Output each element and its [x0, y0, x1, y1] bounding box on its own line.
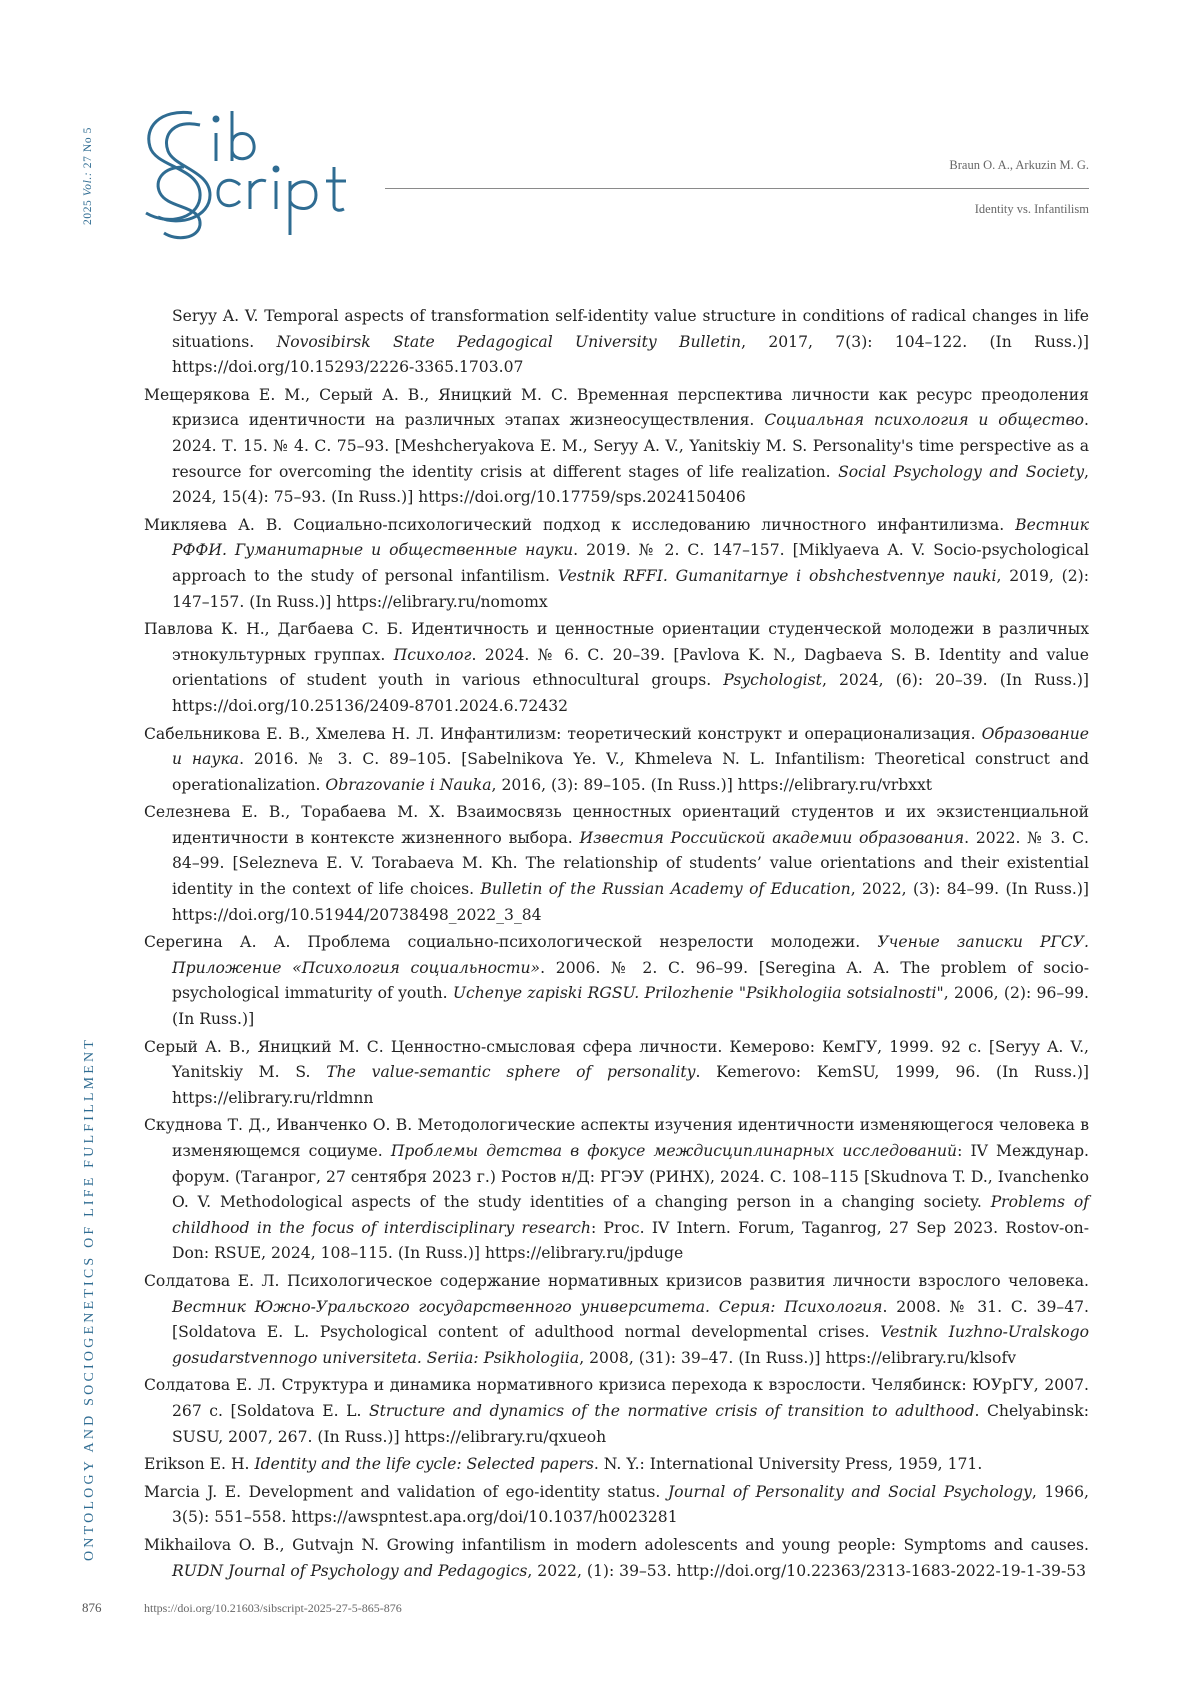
reference-text: . Chelyabinsk: SUSU, 2007, 267. (In Russ.)] https://elibrary.ru/qxueoh: [172, 1401, 1089, 1446]
reference-text: . 2024. № 6. С. 20–39. [Pavlova K. N., Dagbaeva S. B. Identity and value orientations of student youth in various ethnocultural groups.: [172, 645, 1089, 690]
reference-text: Селезнева Е. В., Торабаева М. Х. Взаимосвязь ценностных ориентаций студентов и их экзистенциальной идентичности в контексте жизненного выбора.: [144, 803, 1089, 847]
journal-vol-label: Vol.:: [82, 171, 94, 197]
reference-item: [144, 1113, 1089, 1267]
reference-source-title: Проблемы детства в фокусе междисциплинарных исследований: [390, 1142, 958, 1160]
reference-item: [144, 722, 1089, 799]
reference-item: [144, 1269, 1089, 1371]
reference-source-title: The value-semantic sphere of personality: [326, 1063, 696, 1082]
reference-text: . 2024. Т. 15. № 4. С. 75–93. [Meshcheryakova E. M., Seryy A. V., Yanitskiy M. S. Personality's time perspective as a resource for overcoming the identity crisis at different stages of life realization.: [172, 411, 1090, 481]
reference-item: [144, 1452, 1089, 1478]
reference-source-title: Structure and dynamics of the normative crisis of transition to adulthood: [368, 1401, 975, 1420]
reference-text: Erikson E. H.: [144, 1455, 255, 1474]
reference-text: Павлова К. Н., Дагбаева С. Б. Идентичность и ценностные ориентации студенческой молодежи в различных этнокультурных группах.: [144, 620, 1089, 664]
reference-source-title: Bulletin of the Russian Academy of Education: [480, 880, 851, 899]
header-authors: Braun O. A., Arkuzin M. G.: [949, 158, 1089, 172]
reference-source-title: Journal of Personality and Social Psychology: [667, 1482, 1032, 1501]
reference-source-title: Vestnik RFFI. Gumanitarnye i obshchestvennye nauki: [557, 566, 997, 585]
reference-item: [144, 304, 1089, 381]
reference-item: [144, 383, 1089, 511]
reference-text: Seryy A. V. Temporal aspects of transformation self-identity value structure in conditions of radical changes in life situations.: [172, 307, 1089, 351]
reference-text: Солдатова Е. Л. Структура и динамика нормативного кризиса перехода к взрослости. Челябинск: ЮУрГУ, 2007. 267 с. [Soldatova E. L.: [144, 1376, 1089, 1420]
reference-source-title: Известия Российской академии образования: [579, 828, 965, 847]
reference-list: [144, 304, 1089, 1586]
reference-text: , 2008, (31): 39–47. (In Russ.)] https://elibrary.ru/klsofv: [579, 1348, 1017, 1367]
reference-source-title: Social Psychology and Society: [838, 462, 1085, 481]
page-number: 876: [82, 1600, 102, 1615]
reference-source-title: Вестник Южно-Уральского государственного университета. Серия: Психология: [172, 1297, 883, 1316]
reference-source-title: Вестник РФФИ. Гуманитарные и общественные науки: [172, 515, 1089, 560]
reference-source-title: RUDN Journal of Psychology and Pedagogics: [172, 1561, 528, 1580]
reference-text: Мещерякова Е. М., Серый А. В., Яницкий М. С. Временная перспектива личности как ресурс преодоления кризиса идентичности на различных этапах жизнеосуществления.: [144, 385, 1089, 430]
reference-source-title: Identity and the life cycle: Selected papers: [254, 1455, 594, 1474]
reference-text: , 2019, (2): 147–157. (In Russ.)] https://elibrary.ru/nomomx: [172, 566, 1089, 611]
section-side-title: ONTOLOGY AND SOCIOGENETICS OF LIFE FULFILLMENT: [82, 1036, 97, 1561]
reference-text: . 2019. № 2. С. 147–157. [Miklyaeva A. V. Socio-psychological approach to the study of personal infantilism.: [172, 541, 1089, 585]
reference-text: Серегина А. А. Проблема социально-психологической незрелости молодежи.: [144, 933, 878, 952]
reference-source-title: Uchenye zapiski RGSU. Prilozhenie "Psikhologiia sotsialnosti": [452, 984, 944, 1003]
reference-item: [144, 1373, 1089, 1450]
reference-source-title: Образование и наука: [172, 724, 1089, 769]
reference-source-title: Социальная психология и общество: [764, 411, 1085, 430]
reference-text: Микляева А. В. Социально-психологический подход к исследованию личностного инфантилизма.: [144, 515, 1016, 534]
reference-item: [144, 930, 1089, 1032]
journal-year: 2025: [82, 196, 94, 225]
reference-source-title: Obrazovanie i Nauka: [325, 775, 492, 794]
reference-source-title: Novosibirsk State Pedagogical University Bulletin: [276, 332, 742, 351]
reference-source-title: Психолог: [393, 645, 472, 664]
reference-text: Сабельникова Е. В., Хмелева Н. Л. Инфантилизм: теоретический конструкт и операционализация.: [144, 724, 982, 743]
reference-text: . 2016. № 3. С. 89–105. [Sabelnikova Ye. V., Khmeleva N. L. Infantilism: Theoretical construct and operationalization.: [172, 750, 1090, 794]
reference-source-title: Ученые записки РГСУ. Приложение «Психология социальности»: [172, 933, 1090, 977]
reference-item: [144, 1035, 1089, 1112]
reference-text: , 2024, (6): 20–39. (In Russ.)] https://doi.org/10.25136/2409-8701.2024.6.72432: [172, 671, 1089, 715]
reference-text: : IV Междунар. форум. (Таганрог, 27 сентября 2023 г.) Ростов н/Д: РГЭУ (РИНХ), 2024. С. 108–115 [Skudnova T. D., Ivanchenko O. V. Methodological aspects of the study identities of a changing person in a changing society.: [172, 1142, 1090, 1212]
reference-text: Скуднова Т. Д., Иванченко О. В. Методологические аспекты изучения идентичности изменяющегося человека в изменяющемся социуме.: [144, 1116, 1089, 1160]
journal-issue: 27 No 5: [82, 126, 94, 172]
reference-text: , 2024, 15(4): 75–93. (In Russ.)] https://doi.org/10.17759/sps.2024150406: [172, 462, 1089, 507]
reference-text: : Proc. IV Intern. Forum, Taganrog, 27 Sep 2023. Rostov-on-Don: RSUE, 2024, 108–115. (In Russ.)] https://elibrary.ru/jpduge: [172, 1218, 1089, 1263]
reference-text: Mikhailova O. B., Gutvajn N. Growing infantilism in modern adolescents and young people: Symptoms and causes.: [144, 1535, 1089, 1554]
sibscript-logo-graphic: [140, 105, 370, 245]
reference-item: [144, 617, 1089, 719]
reference-text: , 2016, (3): 89–105. (In Russ.)] https://elibrary.ru/vrbxxt: [491, 775, 933, 794]
reference-text: . N. Y.: International University Press, 1959, 171.: [593, 1455, 983, 1474]
footer-doi: https://doi.org/10.21603/sibscript-2025-27-5-865-876: [144, 1601, 402, 1615]
header-running-title: Identity vs. Infantilism: [974, 202, 1089, 216]
reference-text: . 2006. № 2. С. 96–99. [Seregina A. A. The problem of socio-psychological immaturity of youth.: [172, 958, 1090, 1003]
reference-text: . 2022. № 3. С. 84–99. [Selezneva E. V. Torabaeva M. Kh. The relationship of students’ value orientations and their existential identity in the context of life choices.: [172, 828, 1090, 899]
reference-text: . 2008. № 31. С. 39–47. [Soldatova E. L. Psychological content of adulthood normal developmental crises.: [172, 1297, 1090, 1342]
reference-text: , 2006, (2): 96–99. (In Russ.)]: [172, 984, 1089, 1029]
reference-source-title: Vestnik Iuzhno-Uralskogo gosudarstvennogo universiteta. Seriia: Psikhologiia: [172, 1323, 1090, 1367]
reference-text: , 2022, (1): 39–53. http://doi.org/10.22363/2313-1683-2022-19-1-39-53: [527, 1561, 1087, 1580]
reference-text: , 2022, (3): 84–99. (In Russ.)] https://doi.org/10.51944/20738498_2022_3_84: [172, 880, 1089, 924]
reference-text: Солдатова Е. Л. Психологическое содержание нормативных кризисов развития личности взрослого человека.: [144, 1271, 1089, 1290]
reference-item: [144, 1533, 1089, 1584]
reference-text: . Kemerovo: KemSU, 1999, 96. (In Russ.)] https://elibrary.ru/rldmnn: [172, 1063, 1089, 1107]
reference-text: Marcia J. E. Development and validation of ego-identity status.: [144, 1482, 668, 1501]
header-rule: [385, 188, 1089, 189]
reference-text: , 1966, 3(5): 551–558. https://awspntest.apa.org/doi/10.1037/h0023281: [172, 1482, 1090, 1527]
reference-source-title: Problems of childhood in the focus of interdisciplinary research: [172, 1193, 1089, 1237]
reference-item: [144, 800, 1089, 928]
reference-text: , 2017, 7(3): 104–122. (In Russ.)] https://doi.org/10.15293/2226-3365.1703.07: [172, 332, 1089, 377]
reference-text: Серый А. В., Яницкий М. С. Ценностно-смысловая сфера личности. Кемерово: КемГУ, 1999. 92 с. [Seryy A. V., Yanitskiy M. S.: [144, 1037, 1089, 1082]
sibscript-logo: [140, 105, 370, 245]
reference-item: [144, 513, 1089, 615]
reference-source-title: Psychologist: [723, 671, 822, 690]
reference-item: [144, 1480, 1089, 1531]
journal-volume-info: [82, 127, 94, 225]
